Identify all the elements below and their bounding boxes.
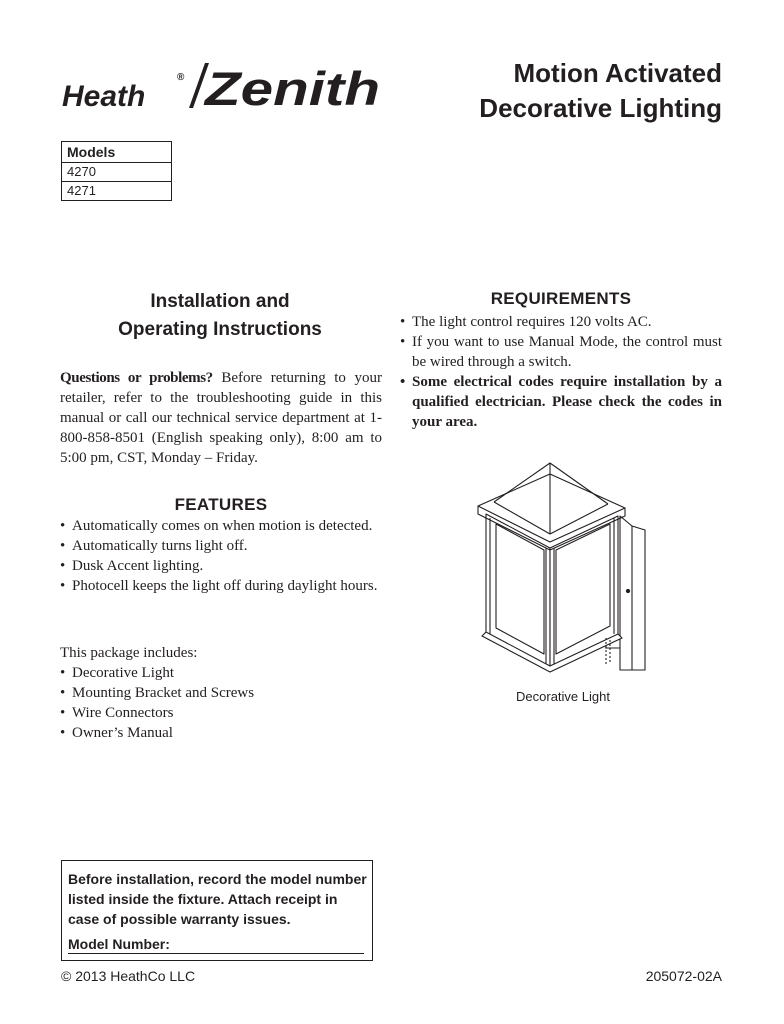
list-item: • Mounting Bracket and Screws	[60, 685, 255, 701]
list-item: • Dusk Accent lighting.	[60, 558, 204, 574]
list-item: • Automatically turns light off.	[60, 538, 248, 554]
models-header: Models	[67, 144, 116, 160]
instructions-line-1: Installation and	[150, 291, 290, 312]
illustration-caption: Decorative Light	[516, 689, 610, 704]
logo-registered-mark: ®	[177, 72, 185, 83]
logo-heath-text: Heath	[62, 80, 146, 112]
decorative-light-illustration	[470, 458, 660, 673]
questions-paragraph	[60, 368, 382, 468]
model-number-write-line	[68, 953, 364, 954]
features-list	[60, 516, 382, 596]
title-line-1: Motion Activated	[513, 58, 722, 88]
list-item: • Some electrical codes require installation by a qualified electrician. Please check the codes in your area.	[400, 374, 722, 430]
requirements-heading: REQUIREMENTS	[490, 289, 632, 308]
list-item: • Wire Connectors	[60, 705, 174, 721]
model-number-notice-box	[61, 860, 373, 961]
instructions-line-2: Operating Instructions	[118, 319, 322, 340]
document-title	[479, 56, 722, 126]
logo-zenith-text: Zenith	[202, 62, 380, 112]
questions-lead: Questions or problems?	[60, 370, 213, 386]
package-list	[60, 663, 382, 743]
copyright-text: © 2013 HeathCo LLC	[61, 968, 196, 984]
list-item: • Automatically comes on when motion is detected.	[60, 518, 373, 534]
models-table	[61, 141, 172, 201]
list-item: • The light control requires 120 volts AC.	[400, 314, 652, 330]
document-code: 205072-02A	[645, 968, 722, 984]
heath-zenith-logo	[60, 58, 385, 112]
requirements-list	[400, 312, 722, 432]
list-item: • Photocell keeps the light off during daylight hours.	[60, 578, 378, 594]
instructions-heading	[60, 288, 380, 344]
model-row-1: 4270	[62, 162, 171, 181]
model-row-2: 4271	[62, 181, 171, 200]
list-item: • Owner’s Manual	[60, 725, 173, 741]
questions-body: Before returning to your retailer, refer to the troubleshooting guide in this manual or call our technical service department at 1-800-858-8501 (English speaking only), 8:00 am to 5:00 pm, CST, Monday – Friday.	[60, 370, 382, 466]
package-intro: This package includes:	[60, 645, 198, 661]
features-heading: FEATURES	[174, 495, 268, 514]
notice-text: Before installation, record the model number listed inside the fixture. Attach receipt in case of possible warranty issues.	[68, 871, 367, 927]
title-line-2: Decorative Lighting	[479, 93, 722, 123]
list-item: • Decorative Light	[60, 665, 175, 681]
list-item: • If you want to use Manual Mode, the control must be wired through a switch.	[400, 334, 722, 370]
model-number-label: Model Number:	[68, 936, 170, 952]
